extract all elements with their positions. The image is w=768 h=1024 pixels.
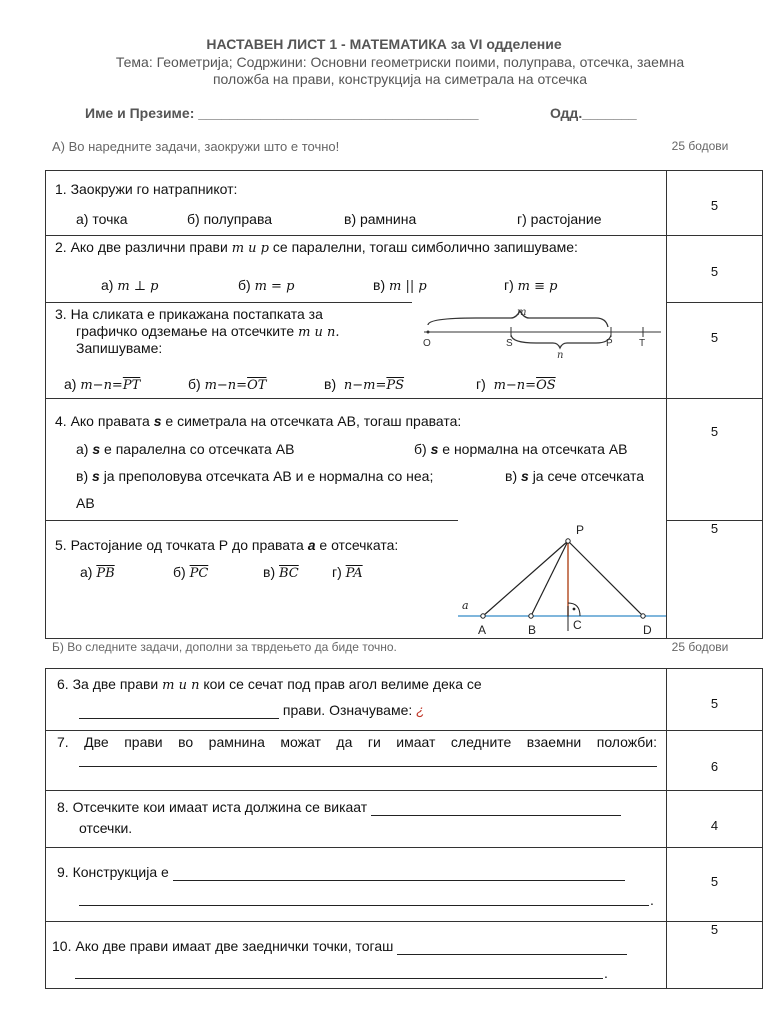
q2-option-c[interactable]: [373, 276, 427, 296]
q10-answer-line[interactable]: [75, 978, 603, 979]
q3-line1: 3. На сликата е прикажана постапката за: [55, 306, 323, 322]
q9-blank[interactable]: [173, 866, 625, 881]
q2-text-part1: 2. Ако две различни прави: [55, 239, 228, 255]
q3-option-c-segment: $\overline{PS}$: [386, 378, 405, 393]
label-S: S: [506, 338, 513, 349]
segment-PA: [483, 541, 568, 616]
q6-score: 5: [710, 696, 719, 711]
point-O-mark: [427, 331, 430, 334]
q6-blank[interactable]: [79, 704, 279, 719]
q4-s: s: [521, 468, 529, 484]
q5-option-a[interactable]: [80, 563, 115, 583]
label-P: P: [606, 338, 613, 349]
q3-option-d-segment: $\overline{OS}$: [536, 378, 556, 393]
row-divider: [46, 921, 762, 922]
q3-line2-text: графичко одземање на отсечките: [76, 323, 295, 339]
q4-text-part1: 4. Ако правата: [55, 413, 150, 429]
section-a-points: 25 бодови: [671, 139, 729, 153]
q2-option-b-math: m = p: [254, 279, 295, 294]
q8-text: [57, 798, 621, 816]
q2-score: 5: [710, 264, 719, 279]
label-m: m: [517, 307, 527, 318]
q4-option-c-text: ја преполовува отсечката АВ и е нормална со неа;: [103, 468, 434, 484]
q3-score: 5: [710, 330, 719, 345]
q3-option-d[interactable]: [476, 375, 556, 395]
row-divider: [46, 235, 762, 236]
q4-s: s: [153, 413, 162, 429]
q4-s: s: [92, 441, 101, 457]
row-divider: [46, 302, 412, 303]
q7-score: 6: [710, 759, 719, 774]
q5-option-c-label: в): [263, 564, 276, 580]
q3-option-b-label: б): [188, 376, 201, 392]
q6-text-part3: прави. Означуваме:: [282, 702, 413, 718]
q1-option-b[interactable]: б) полуправа: [187, 211, 273, 227]
q4-option-c[interactable]: [76, 467, 433, 485]
section-a-instruction: А) Во наредните задачи, заокружи што е точно!: [52, 139, 340, 154]
brace-n: [511, 335, 611, 348]
q1-score: 5: [710, 198, 719, 213]
q9-answer-line[interactable]: [79, 905, 649, 906]
q5-text: [55, 536, 398, 554]
q4-option-d[interactable]: [505, 467, 644, 485]
row-divider: [46, 790, 762, 791]
q3-option-a[interactable]: [64, 375, 140, 395]
q10-text: [52, 937, 627, 955]
label-n: n: [557, 350, 564, 361]
q5-option-c[interactable]: [263, 563, 299, 583]
q9-text: [57, 863, 625, 881]
q2-option-a-math: m ⊥ p: [117, 279, 159, 294]
q6-symbol: ¿: [416, 702, 425, 718]
q6-vars: m и n: [162, 678, 200, 693]
q5-option-c-segment: $\overline{BC}$: [279, 566, 299, 581]
q4-option-d-label: в): [505, 468, 518, 484]
q8-blank[interactable]: [371, 801, 621, 816]
q9-text-part1: 9. Конструкција е: [57, 864, 169, 880]
q3-option-a-label: а): [64, 376, 77, 392]
q4-s: s: [92, 468, 100, 484]
q2-option-c-label: в): [373, 277, 386, 293]
label-B: B: [528, 623, 537, 637]
class-field[interactable]: Одд._______: [550, 105, 637, 121]
q2-option-a[interactable]: [101, 276, 158, 296]
q5-option-b-segment: $\overline{PC}$: [189, 566, 209, 581]
q2-option-d-math: m ≡ p: [517, 279, 558, 294]
q5-option-d-segment: $\overline{PA}$: [345, 566, 363, 581]
q2-vars: m и p: [231, 241, 269, 256]
label-a: a: [462, 599, 469, 612]
section-a-table: [45, 170, 763, 639]
q1-option-d[interactable]: г) растојание: [517, 211, 602, 227]
q4-s: s: [430, 441, 439, 457]
label-O: O: [423, 338, 431, 349]
q3-option-a-math: m−n=: [80, 378, 123, 393]
row-divider: [46, 520, 458, 521]
q5-distance-figure: [456, 521, 668, 637]
q3-option-d-label: г): [476, 376, 486, 392]
q6-text-part1: 6. За две прави: [57, 676, 159, 692]
row-divider-score: [666, 302, 762, 303]
segment-PB: [531, 541, 568, 616]
q10-text-part1: 10. Ако две прави имаат две заеднички точки, тогаш: [52, 938, 394, 954]
q4-option-a-label: а): [76, 441, 89, 457]
q2-option-d-label: г): [504, 277, 514, 293]
q10-blank[interactable]: [397, 940, 627, 955]
q3-option-c[interactable]: [324, 375, 404, 395]
q4-option-c-label: в): [76, 468, 89, 484]
q3-option-a-segment: $\overline{PT}$: [122, 378, 141, 393]
label-A: A: [478, 623, 487, 637]
worksheet-title: НАСТАВЕН ЛИСТ 1 - МАТЕМАТИКА за VI одделение: [206, 36, 562, 52]
q2-text: [55, 238, 578, 258]
label-D: D: [643, 623, 652, 637]
q5-option-a-label: а): [80, 564, 93, 580]
q2-option-b[interactable]: [238, 276, 294, 296]
q7-answer-line[interactable]: [79, 766, 657, 767]
q3-option-c-math: n−m=: [343, 378, 387, 393]
q5-option-b[interactable]: [173, 563, 208, 583]
q1-text: 1. Заокружи го натрапникот:: [55, 181, 238, 197]
q4-text: [55, 412, 461, 430]
label-P: P: [576, 523, 585, 537]
section-b-instruction: Б) Во следните задачи, дополни за тврдењето да биде точно.: [52, 640, 397, 654]
q5-a: a: [307, 537, 316, 553]
q4-text-part2: е симетрала на отсечката АВ, тогаш правата:: [165, 413, 462, 429]
q5-option-b-label: б): [173, 564, 186, 580]
point-P: [566, 539, 570, 543]
q2-option-a-label: а): [101, 277, 114, 293]
q5-option-d[interactable]: [332, 563, 363, 583]
q5-option-a-segment: $\overline{PB}$: [96, 566, 115, 581]
section-b-points: 25 бодови: [671, 640, 729, 654]
q7-text: 7. Две прави во рамнина можат да ги имаат следните взаемни положби:: [57, 734, 657, 750]
point-D: [641, 614, 645, 618]
segment-PD: [568, 541, 643, 616]
q5-score: 5: [710, 521, 719, 536]
right-angle-dot: [573, 608, 576, 611]
q8-score: 4: [710, 818, 719, 833]
q4-option-a-text: е паралелна со отсечката АВ: [104, 441, 295, 457]
q1-option-a[interactable]: а) точка: [76, 211, 128, 227]
q3-option-c-label: в): [324, 376, 337, 392]
q10-period: .: [604, 965, 608, 981]
q3-option-d-math: m−n=: [493, 378, 537, 393]
q2-option-b-label: б): [238, 277, 251, 293]
q2-text-part2: се паралелни, тогаш симболично запишуваме:: [272, 239, 578, 255]
q2-option-d[interactable]: [504, 276, 557, 296]
q3-option-b-segment: $\overline{OT}$: [247, 378, 267, 393]
section-b-table: [45, 668, 763, 989]
q3-option-b-math: m−n=: [204, 378, 248, 393]
q3-segment-figure: [416, 305, 666, 363]
q9-period: .: [650, 892, 654, 908]
q4-option-d-cont: АВ: [76, 495, 95, 511]
q6-text: [57, 675, 482, 695]
q1-option-c[interactable]: в) рамнина: [344, 211, 417, 227]
q5-text-part2: е отсечката:: [319, 537, 399, 553]
q4-score: 5: [710, 424, 719, 439]
point-B: [529, 614, 533, 618]
subtitle-line-1: Тема: Геометрија; Содржини: Основни геометриски поими, полуправа, отсечка, заемна: [115, 54, 685, 70]
q8-text2: отсечки.: [79, 820, 133, 836]
q5-option-d-label: г): [332, 564, 342, 580]
q6-text-part2: кои се сечат под прав агол велиме дека се: [203, 676, 482, 692]
point-A: [481, 614, 485, 618]
name-field[interactable]: Име и Презиме: ____________________________________: [85, 105, 479, 121]
label-C: C: [573, 618, 582, 632]
subtitle-line-2: положба на прави, конструкција на симетрала на отсечка: [212, 71, 588, 87]
worksheet-subtitle: [80, 54, 720, 88]
q4-option-a[interactable]: [76, 440, 294, 458]
q8-text-part1: 8. Отсечките кои имаат иста должина се викаат: [57, 799, 368, 815]
q4-option-b-text: е нормална на отсечката АВ: [442, 441, 628, 457]
label-T: T: [639, 338, 646, 349]
row-divider: [46, 730, 762, 731]
q2-option-c-math: m || p: [389, 279, 427, 294]
q6-line2: [79, 701, 425, 719]
q4-option-d-text: ја сече отсечката: [532, 468, 645, 484]
q10-score: 5: [710, 922, 719, 937]
q3-option-b[interactable]: [188, 375, 266, 395]
q9-score: 5: [710, 874, 719, 889]
q3-vars: m и n.: [298, 325, 340, 340]
row-divider: [46, 847, 762, 848]
q4-option-b[interactable]: [414, 440, 628, 458]
q4-option-b-label: б): [414, 441, 427, 457]
q5-text-part1: 5. Растојание од точката Р до правата: [55, 537, 304, 553]
q3-line3: Запишуваме:: [76, 340, 163, 356]
row-divider: [46, 398, 762, 399]
